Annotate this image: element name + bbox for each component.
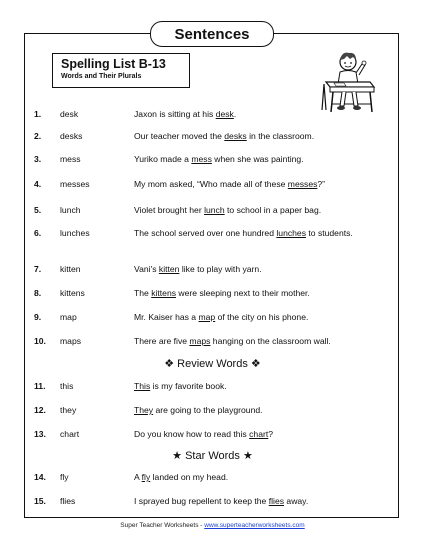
example-sentence (134, 312, 374, 323)
example-sentence (134, 154, 374, 165)
underlined-word: messes (287, 179, 318, 189)
spelling-word: maps (60, 336, 82, 346)
review-words-header: ❖ Review Words ❖ (164, 358, 261, 370)
item-number: 4. (34, 179, 42, 189)
boy-at-desk-illustration (318, 48, 380, 114)
example-sentence (134, 205, 374, 216)
sentence-text: Jaxon is sitting at his (134, 109, 216, 119)
underlined-word: desks (224, 131, 247, 141)
underlined-word: desk (215, 109, 234, 119)
underlined-word: This (134, 381, 151, 391)
sentence-text: ? (268, 429, 274, 439)
example-sentence (134, 228, 374, 239)
item-number: 12. (34, 405, 46, 415)
sentence-text: to students. (306, 228, 353, 238)
sentence-text: away. (284, 496, 309, 506)
sentence-text: A (134, 472, 142, 482)
underlined-word: fly (141, 472, 151, 482)
item-number: 14. (34, 472, 46, 482)
underlined-word: lunches (276, 228, 306, 238)
list-subtitle: Words and Their Plurals (61, 73, 142, 80)
footer-text: Super Teacher Worksheets - (120, 522, 205, 529)
spelling-word: desks (60, 131, 83, 141)
sentence-text: of the city on his phone. (215, 312, 309, 322)
spelling-word: fly (60, 472, 69, 482)
underlined-word: They (134, 405, 154, 415)
item-number: 13. (34, 429, 46, 439)
page-title: Sentences (150, 21, 274, 47)
sentence-text: . (233, 109, 237, 119)
item-number: 7. (34, 264, 42, 274)
spelling-list-box (52, 53, 190, 88)
spelling-word: they (60, 405, 77, 415)
spelling-word: messes (60, 179, 90, 189)
example-sentence (134, 496, 374, 507)
item-number: 6. (34, 228, 42, 238)
underlined-word: lunch (204, 205, 225, 215)
item-number: 8. (34, 288, 42, 298)
spelling-word: desk (60, 109, 79, 119)
spelling-word: chart (60, 429, 80, 439)
item-number: 5. (34, 205, 42, 215)
sentence-text: There are five (134, 336, 190, 346)
sentence-text: to school in a paper bag. (224, 205, 322, 215)
example-sentence (134, 472, 374, 483)
item-number: 11. (34, 381, 46, 391)
sentence-text: landed on my head. (150, 472, 229, 482)
sentence-text: like to play with yarn. (179, 264, 262, 274)
item-number: 1. (34, 109, 42, 119)
sentence-text: is my favorite book. (150, 381, 227, 391)
underlined-word: map (198, 312, 216, 322)
sentence-text: Our teacher moved the (134, 131, 225, 141)
underlined-word: flies (268, 496, 285, 506)
spelling-word: kitten (60, 264, 81, 274)
sentence-text: were sleeping next to their mother. (176, 288, 310, 298)
sentence-text: are going to the playground. (153, 405, 263, 415)
example-sentence (134, 179, 374, 190)
item-number: 3. (34, 154, 42, 164)
sentence-text: when she was painting. (211, 154, 304, 164)
example-sentence (134, 109, 374, 120)
item-number: 10. (34, 336, 46, 346)
spelling-word: map (60, 312, 77, 322)
sentence-text: I sprayed bug repellent to keep the (134, 496, 269, 506)
sentence-text: Vani's (134, 264, 159, 274)
footer (0, 522, 425, 529)
list-title: Spelling List B-13 (61, 57, 166, 71)
sentence-text: hanging on the classroom wall. (210, 336, 331, 346)
spelling-word: mess (60, 154, 81, 164)
star-words-header: ★ Star Words ★ (172, 450, 253, 462)
example-sentence (134, 381, 374, 392)
footer-link[interactable]: www.superteacherworksheets.com (204, 522, 305, 529)
spelling-word: lunches (60, 228, 90, 238)
spelling-word: flies (60, 496, 76, 506)
underlined-word: chart (249, 429, 269, 439)
sentence-text: The (134, 288, 152, 298)
sentence-text: Mr. Kaiser has a (134, 312, 199, 322)
spelling-word: this (60, 381, 74, 391)
example-sentence (134, 429, 374, 440)
sentence-text: Yuriko made a (134, 154, 192, 164)
example-sentence (134, 264, 374, 275)
item-number: 9. (34, 312, 42, 322)
example-sentence (134, 336, 374, 347)
example-sentence (134, 131, 374, 142)
sentence-text: in the classroom. (246, 131, 315, 141)
underlined-word: mess (191, 154, 212, 164)
example-sentence (134, 288, 374, 299)
item-number: 15. (34, 496, 46, 506)
spelling-word: lunch (60, 205, 81, 215)
spelling-word: kittens (60, 288, 85, 298)
sentence-text: The school served over one hundred (134, 228, 277, 238)
underlined-word: kitten (158, 264, 180, 274)
item-number: 2. (34, 131, 42, 141)
underlined-word: kittens (151, 288, 177, 298)
underlined-word: maps (189, 336, 211, 346)
sentence-text: ?” (317, 179, 326, 189)
example-sentence (134, 405, 374, 416)
sentence-text: My mom asked, “Who made all of these (134, 179, 288, 189)
sentence-text: Violet brought her (134, 205, 205, 215)
sentence-text: Do you know how to read this (134, 429, 250, 439)
